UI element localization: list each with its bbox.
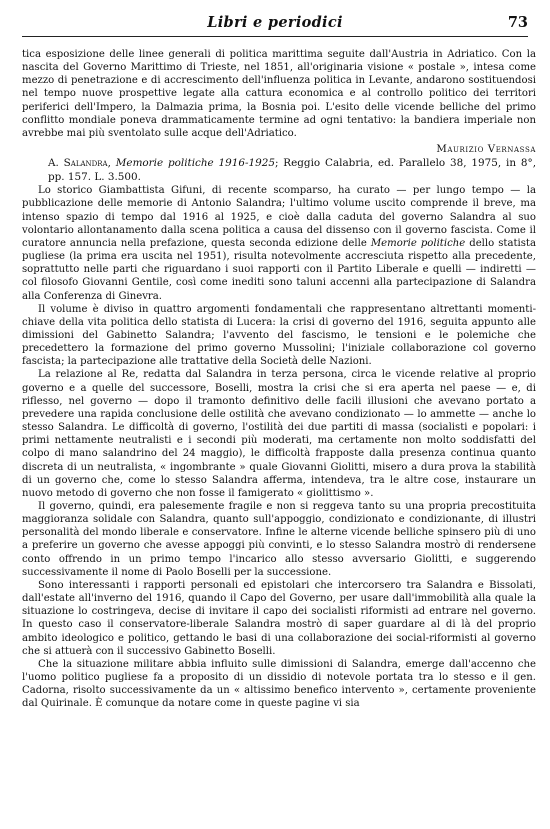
citation-details: ; Reggio Calabria, ed. Parallelo 38, 1975, in 8°, pp. 157. L. 3.500. xyxy=(48,157,537,184)
book-citation: A. Salandra, Memorie politiche 1916-1925; Reggio Calabria, ed. Parallelo 38, 1975, in 8°, pp. 157. L. 3.500. xyxy=(48,157,537,184)
review-paragraph-1-end: dello statista pugliese (la prima era uscita nel 1951), risulta notevolmente accresciuta rispetto alla precedente, soprattutto nelle parti che riguardano i suoi rapporti con il Partito Liberale e quelli — indiretti — col filosofo Giovanni Gentile, così come inediti sono taluni accenni alla partecipazione di Salandra alla Conferenza di Ginevra. xyxy=(22,237,537,302)
review-paragraph-5: Sono interessanti i rapporti personali ed epistolari che intercorsero tra Salandra e Bissolati, dall'estate all'inverno del 1916, quando il Capo del Governo, per usare dall'immobilità alla quale la situazione lo costringeva, decise di invitare il capo dei socialisti riformisti ad entrare nel governo. In questo caso il conservatore-liberale Salandra mostrò di saper guardare al di là del proprio ambito ideologico e politico, gettando le basi di una collaborazione dei social-riformisti al governo che si attuerà con il successivo Gabinetto Boselli. xyxy=(22,579,536,657)
review-paragraph-2: Il volume è diviso in quattro argomenti fondamentali che rappresentano altrettanti momenti-chiave della vita politica dello statista di Lucera: la crisi di governo del 1916, seguita appunto alle dimissioni del Gabinetto Salandra; l'avvento del fascismo, le tensioni e le polemiche che precedettero la formazione del primo governo Mussolini; l'iniziale collaborazione col governo fascista; la partecipazione alle trattative della Società delle Nazioni. xyxy=(22,303,536,368)
review-paragraph-4: Il governo, quindi, era palesemente fragile e non si reggeva tanto su una propria precostituita maggioranza solidale con Salandra, quanto sull'appoggio, condizionato e condizionante, di illustri personalità del mondo liberale e conservatore. Infine le alterne vicende belliche spinsero più di uno a preferire un governo che avesse appoggi più convinti, e lo stesso Salandra mostrò di rendersene conto offrendo in un primo tempo l'incarico allo stesso avversario Giolitti, e suggerendo successivamente il nome di Paolo Boselli per la successione. xyxy=(22,501,536,578)
review-paragraph-1-start: Lo storico Giambattista Gifuni, di recente scomparso, ha curato — per lungo tempo — la pubblicazione delle memorie di Antonio Salandra; l'ultimo volume uscito comprende il breve, ma intenso spazio di tempo dal 1916 al 1925, e cioè dalla caduta del governo Salandra al suo volontario allontanamento dalla scena politica a causa del dissenso con il governo fascista. Come il curatore annuncia nella prefazione, questa seconda edizione delle xyxy=(22,185,536,249)
citation-author: A. Salandra xyxy=(48,157,108,170)
running-title: Libri e periodici xyxy=(207,14,343,31)
previous-review-paragraph: tica esposizione delle linee generali di politica marittima seguite dall'Austria in Adriatico. Con la nascita del Governo Marittimo di Trieste, nel 1851, all'originaria visione « postale », intesa come mezzo di penetrazione e di accrescimento dell'influenza politica in Levante, andarono sostituendosi nel tempo nuove prospettive legate alla cattura economica e al controllo politico dei territori periferici dell'Impero, la Dalmazia prima, la Bosnia poi. L'esito delle vicende belliche del primo conflitto mondiale poneva drammaticamente termine ad ogni tentativo: la bandiera imperiale non avrebbe mai più sventolato sulle acque dell'Adriatico. xyxy=(22,49,536,139)
citation-title: Memorie politiche 1916-1925 xyxy=(115,157,275,170)
reviewer-signature: Maurizio Vernassa xyxy=(436,144,536,156)
page-number: 73 xyxy=(507,14,528,31)
page-body xyxy=(22,48,536,711)
review-paragraph-3: La relazione al Re, redatta dal Salandra in terza persona, circa le vicende relative al proprio governo e a quelle del successore, Boselli, mostra la crisi che si era aperta nel paese — e, di riflesso, nel governo — dopo il tramonto definitivo delle facili illusioni che avevano portato a prevedere una rapida conclusione delle ostilità che avevano condizionato — lo ammette — anche lo stesso Salandra. Le difficoltà di governo, l'ostilità dei due partiti di massa (socialisti e popolari: i primi nettamente neutralisti e i secondi più moderati, ma certamente non molto soddisfatti del colpo di mano salandrino del 24 maggio), le difficoltà frapposte dalla presenza continua quanto discreta di un neutralista, « ingombrante » quale Giovanni Giolitti, misero a dura prova la stabilità di un governo che, come lo stesso Salandra afferma, intendeva, tra le altre cose, instaurare un nuovo metodo di governo che non fosse il famigerato « giolittismo ». xyxy=(22,369,536,499)
review-text xyxy=(22,184,536,710)
running-header xyxy=(22,10,528,37)
review-paragraph-1 xyxy=(22,184,536,302)
review-paragraph-6: Che la situazione militare abbia influito sulle dimissioni di Salandra, emerge dall'accenno che l'uomo politico pugliese fa a proposito di un dissidio di notevole portata tra lo stesso e il gen. Cadorna, risolto successivamente da un « altissimo benefico intervento », certamente proveniente dal Quirinale. È comunque da notare come in queste pagine vi sia xyxy=(22,658,536,710)
review-paragraph-1-italic: Memorie politiche xyxy=(370,237,466,249)
